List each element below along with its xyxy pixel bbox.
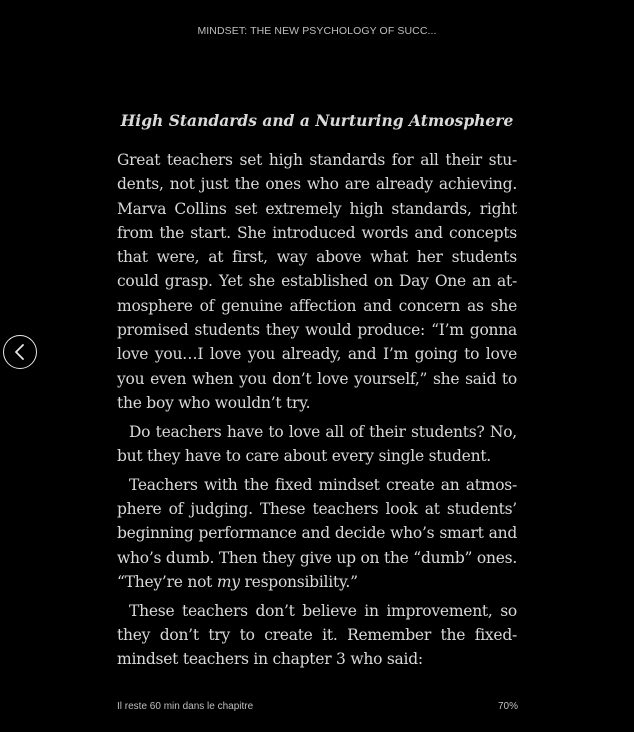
text-line: Great teachers set high standards for all their stu- — [117, 151, 517, 169]
text-line: you even when you don’t love yourself,” she said to — [117, 369, 517, 388]
reading-progress: 70% — [497, 701, 518, 712]
text-line: dents, not just the ones who are already achieving. — [117, 175, 517, 194]
text-line: beginning performance and decide who’s smart and — [117, 524, 517, 543]
text-line: Do teachers have to love all of their students? No, — [129, 422, 517, 441]
text-line: mosphere of genuine affection and concern as she — [117, 296, 517, 315]
paragraph — [117, 420, 517, 469]
text-line — [117, 570, 517, 594]
text-line: mindset teachers in chapter 3 who said: — [117, 650, 423, 669]
text-run: “They’re not — [117, 573, 217, 592]
text-line: from the start. She introduced words and concepts — [117, 223, 517, 242]
chapter-time-remaining: Il reste 60 min dans le chapitre — [117, 701, 254, 712]
text-line: promised students they would produce: “I’m gonna — [117, 321, 517, 340]
text-line: that were, at first, way above what her students — [117, 248, 517, 267]
text-line: but they have to care about every single student. — [117, 447, 491, 466]
text-line: Teachers with the fixed mindset create an atmos- — [129, 475, 517, 494]
paragraph — [117, 473, 517, 594]
text-line: love you…I love you already, and I’m going to love — [117, 345, 517, 364]
text-line: the boy who wouldn’t try. — [117, 393, 311, 412]
text-line: These teachers don’t believe in improvement, so — [129, 601, 517, 620]
text-line: Marva Collins set extremely high standards, right — [117, 199, 517, 218]
book-title: MINDSET: THE NEW PSYCHOLOGY OF SUCC... — [197, 25, 437, 37]
paragraph — [117, 599, 517, 672]
text-line: could grasp. Yet she established on Day One an at- — [117, 272, 517, 291]
section-heading: High Standards and a Nurturing Atmosphere — [120, 111, 514, 130]
emphasis-text: my — [216, 573, 240, 592]
text-line: they don’t try to create it. Remember the fixed- — [117, 626, 517, 645]
paragraph — [117, 148, 517, 415]
previous-page-button[interactable] — [3, 335, 37, 369]
text-run: responsibility.” — [239, 573, 358, 592]
text-line: who’s dumb. Then they give up on the “dumb” ones. — [117, 548, 517, 567]
page-text — [117, 148, 517, 676]
chevron-left-icon — [13, 344, 27, 360]
text-line: phere of judging. These teachers look at students’ — [117, 500, 517, 519]
